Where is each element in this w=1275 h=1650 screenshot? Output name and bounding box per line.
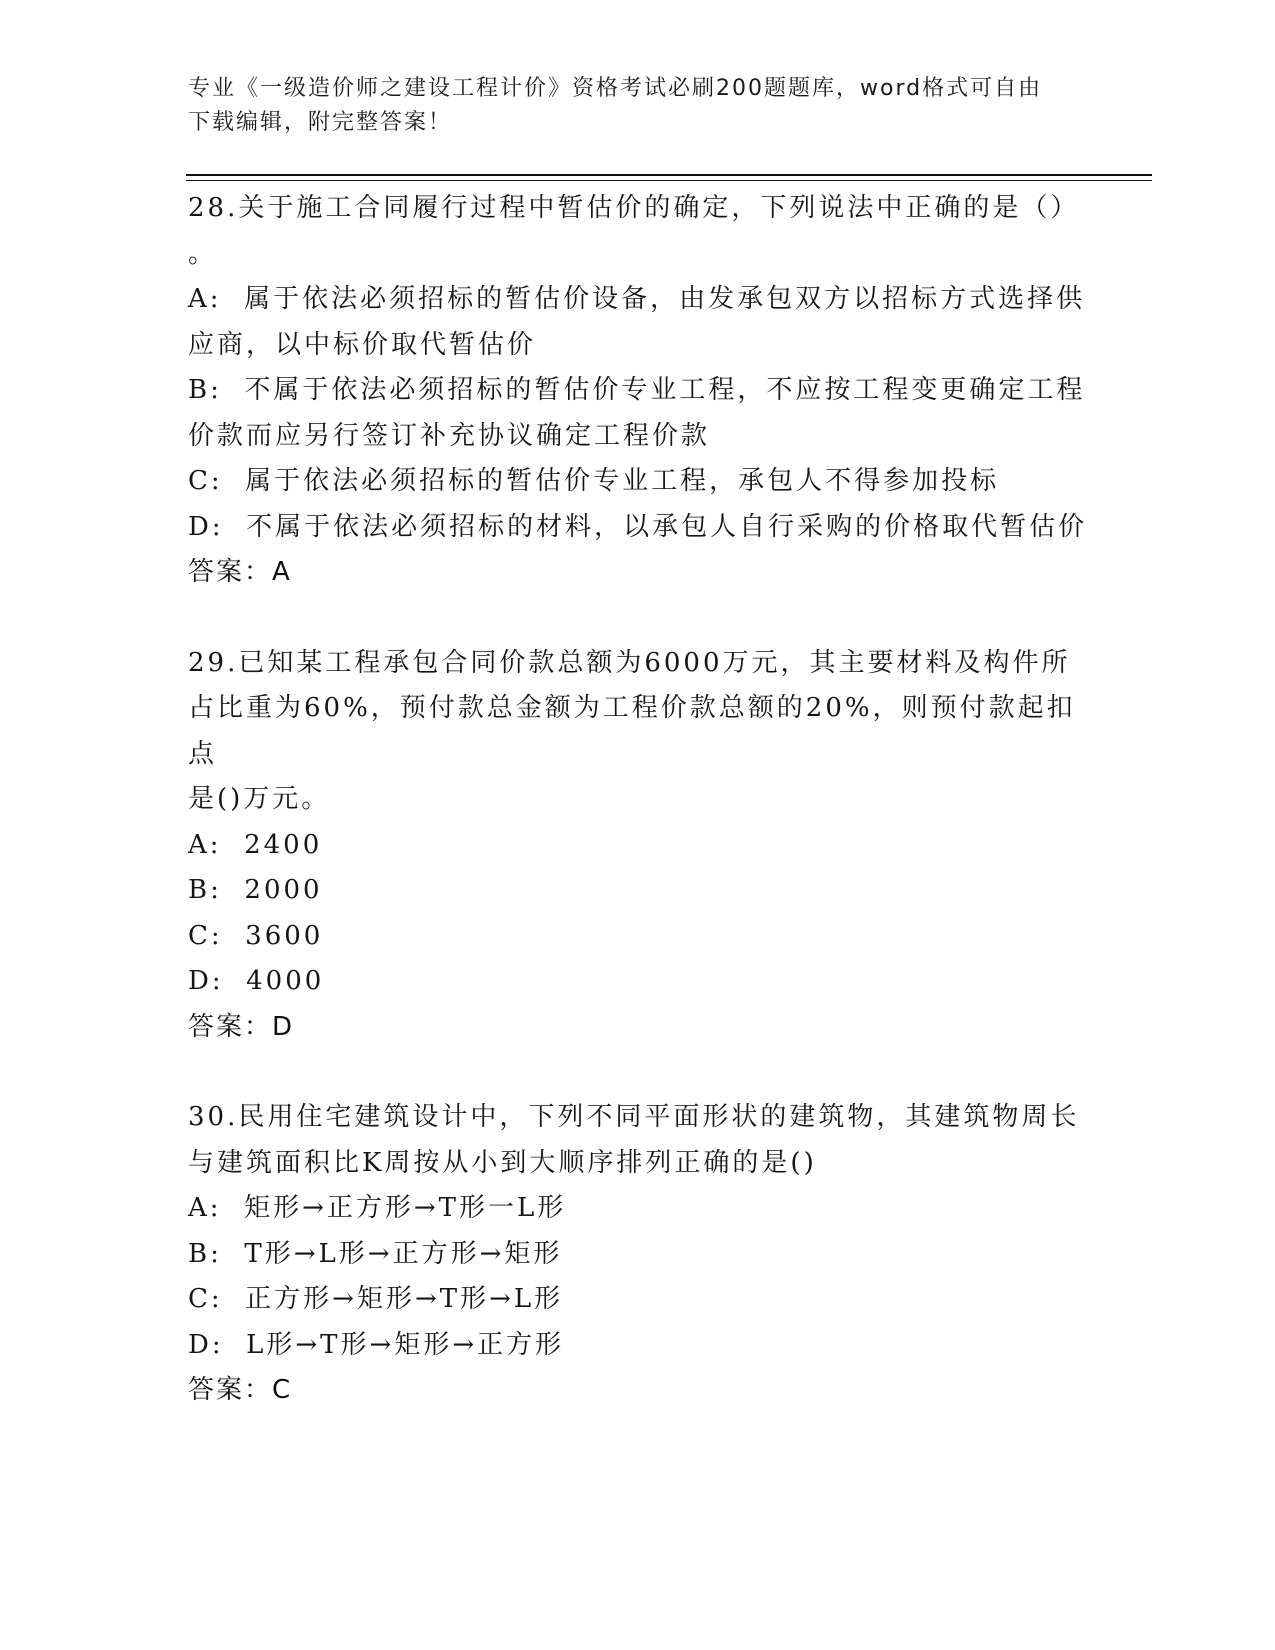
option-b: B: 2000 (188, 875, 323, 905)
question-spacer (188, 1050, 1088, 1095)
option-a: A: 属于依法必须招标的暂估价设备，由发承包双方以招标方式选择供 应商，以中标价取代暂估价 (188, 284, 1086, 360)
header-line-1: 专业《一级造价师之建设工程计价》资格考试必刷200题题库，word格式可自由 (188, 76, 1043, 101)
option-d: D: L形→T形→矩形→正方形 (188, 1329, 565, 1360)
question-list (188, 186, 1088, 1414)
header-divider-thin (186, 180, 1152, 181)
answer-text: 答案：A (188, 557, 292, 587)
question-stem: 29.已知某工程承包合同价款总额为6000万元，其主要材料及构件所 占比重为60%，预付款总金额为工程价款总额的20%，则预付款起扣点 是()万元。 (188, 647, 1076, 814)
document-header (188, 72, 1068, 140)
question-29 (188, 641, 1088, 1051)
header-line-2: 下载编辑，附完整答案！ (188, 110, 453, 135)
answer-text: 答案：C (188, 1375, 293, 1405)
option-b: B: T形→L形→正方形→矩形 (188, 1238, 563, 1269)
question-spacer (188, 596, 1088, 641)
option-d: D: 4000 (188, 966, 325, 996)
option-b: B: 不属于依法必须招标的暂估价专业工程，不应按工程变更确定工程 价款而应另行签订补充协议确定工程价款 (188, 375, 1086, 451)
question-stem: 30.民用住宅建筑设计中，下列不同平面形状的建筑物，其建筑物周长 与建筑面积比K周按从小到大顺序排列正确的是() (188, 1102, 1080, 1178)
option-c: C: 属于依法必须招标的暂估价专业工程，承包人不得参加投标 (188, 466, 1000, 496)
header-divider-thick (186, 174, 1152, 176)
option-c: C: 3600 (188, 920, 324, 951)
question-28 (188, 186, 1088, 596)
option-a: A: 2400 (188, 829, 323, 860)
option-c: C: 正方形→矩形→T形→L形 (188, 1284, 564, 1314)
answer-text: 答案：D (188, 1011, 295, 1042)
option-a: A: 矩形→正方形→T形一L形 (188, 1193, 567, 1223)
question-stem: 28.关于施工合同履行过程中暂估价的确定，下列说法中正确的是（） 。 (188, 193, 1080, 269)
option-d: D: 不属于依法必须招标的材料，以承包人自行采购的价格取代暂估价 (188, 511, 1088, 542)
question-30 (188, 1095, 1088, 1414)
